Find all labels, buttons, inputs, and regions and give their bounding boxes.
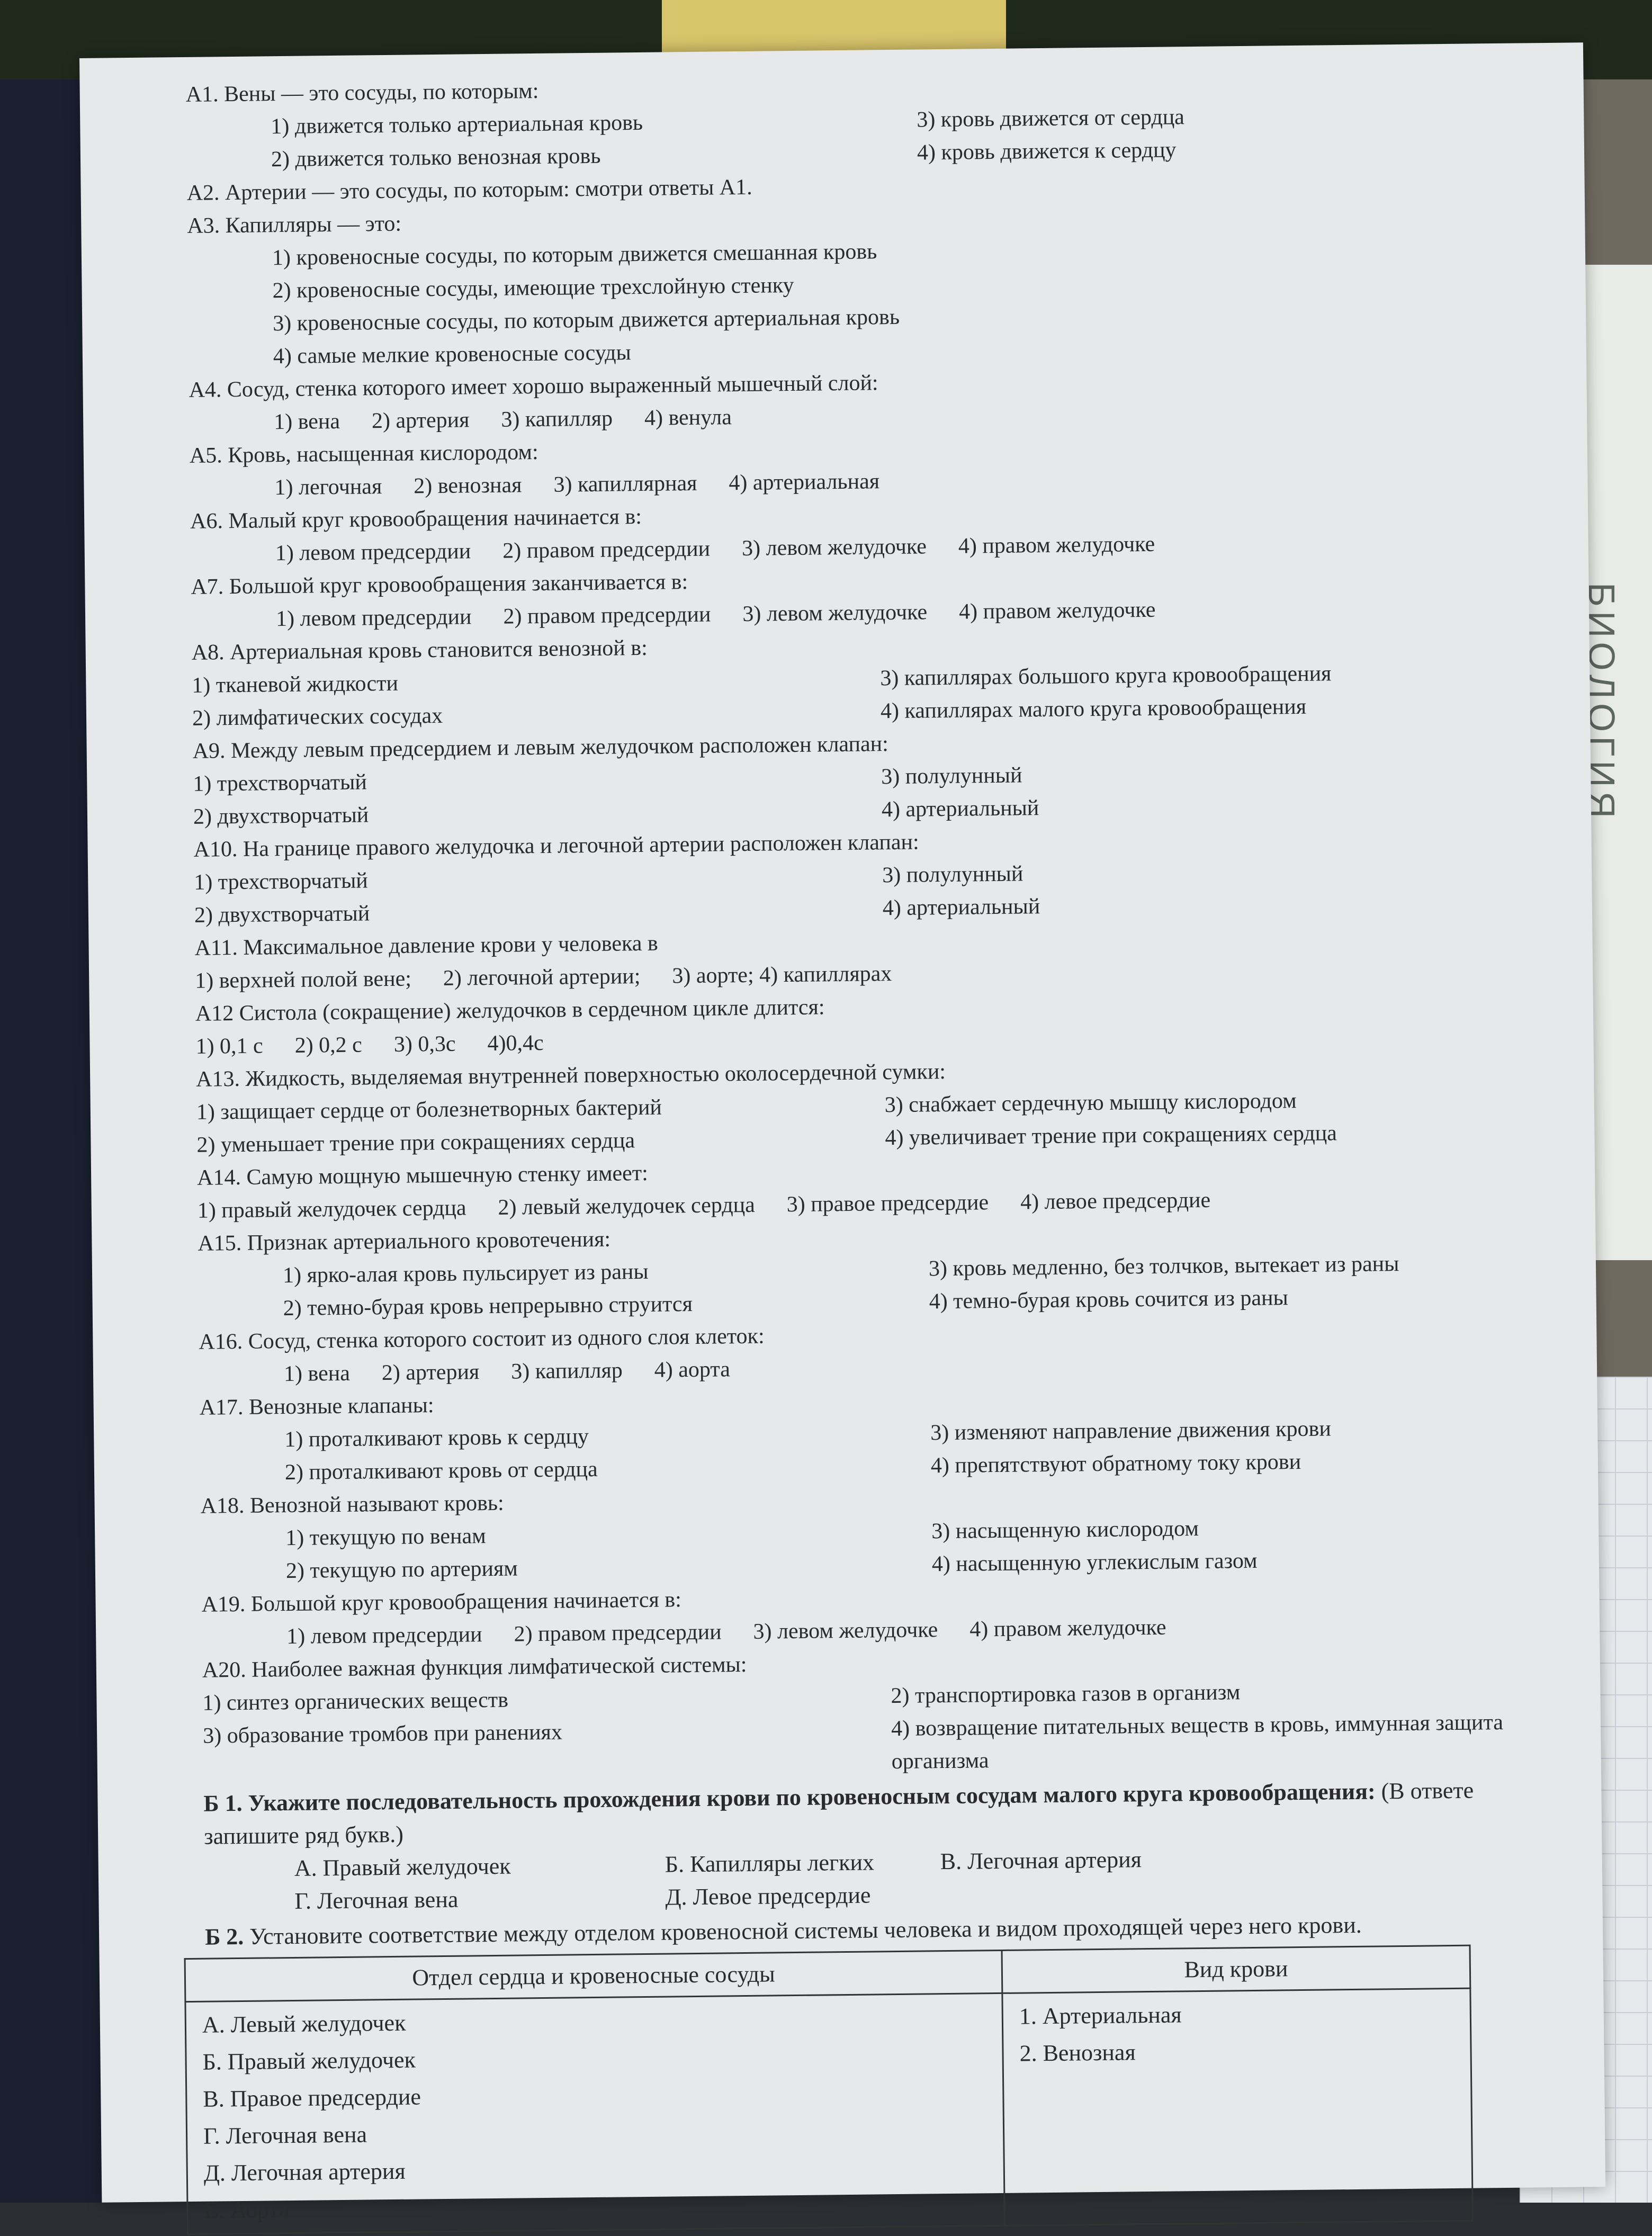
question-text: А18. Венозной называют кровь: [200,1490,504,1519]
question-text: А4. Сосуд, стенка которого имеет хорошо выраженный мышечный слой: [188,371,878,402]
answer-option: 3) изменяют направление движения крови [930,1416,1332,1445]
b1-option [940,1874,1312,1911]
answer-option: 2) двухстворчатый [193,803,369,829]
question-block [199,1377,1556,1490]
answer-option: 4) артериальная [729,469,880,496]
answer-option: 4) самые мелкие кровеносные сосуды [273,340,631,369]
question-text: А16. Сосуд, стенка которого состоит из одного слоя клеток: [199,1324,765,1354]
question-block [191,622,1548,735]
answer-option: 2) кровеносные сосуды, имеющие трехслойную стенку [272,273,794,303]
answer-options [202,1673,1559,1785]
b1-option: В. Легочная артерия [940,1846,1142,1875]
answer-option: 3) полулунный [881,763,1022,789]
question-block [187,195,1544,374]
answer-option: 1) левом предсердии [275,539,471,566]
answer-option: 3) кровь движется от сердца [917,105,1185,132]
left-item: В. Правое предсердие [203,2084,421,2112]
answer-option: 1) правый желудочек сердца [197,1196,466,1223]
b1-option: Д. Левое предсердие [665,1882,871,1910]
b1-option: Б. Капилляры легких [665,1849,875,1878]
answer-option: 2) текущую по артериям [285,1556,518,1584]
b1-title: Укажите последовательность прохождения крови по кровеносным сосудам малого круга кровообращения: [248,1778,1376,1816]
answer-option: 1) тканевой жидкости [192,671,399,698]
col-header-right: Вид крови [1002,1945,1470,1993]
answer-option: 4) препятствуют обратному току крови [930,1449,1301,1478]
question-text: А12 Систола (сокращение) желудочков в сердечном цикле длится: [195,995,825,1026]
right-item: 1. Артериальная [1019,2001,1182,2030]
answer-option: 4) капиллярах малого круга кровообращения [880,694,1307,724]
answer-option: 1) левом предсердии [286,1622,482,1649]
worksheet [79,42,1605,2223]
question-text: А3. Капилляры — это: [187,211,402,238]
b1-note: (В ответе запишите ряд букв.) [203,1777,1474,1849]
answer-option: 1) трехстворчатый [193,770,367,796]
left-column-cell [185,1993,1005,2234]
answer-option: 2) транспортировка газов в организм [891,1680,1241,1709]
left-item: Г. Легочная вена [203,2121,367,2149]
answer-option: 4) венула [644,405,732,430]
b2-label: Б 2. [204,1923,244,1950]
question-text: А10. На границе правого желудочка и легочной артерии расположен клапан: [193,830,919,862]
question-block [196,1049,1552,1162]
answer-option: 4) правом желудочке [958,532,1155,559]
answer-option: 3) снабжает сердечную мышцу кислородом [884,1089,1297,1118]
answer-option: 4) артериальный [881,796,1039,822]
answer-option: 1) текущую по венам [285,1524,486,1551]
question-text: А9. Между левым предсердием и левым желудочком расположен клапан: [192,732,889,764]
answer-option: 1) верхней полой вене; [195,966,412,993]
answer-option: 2) темно-бурая кровь непрерывно струится [283,1292,693,1321]
answer-option: 3) капиллярная [553,471,697,497]
answer-option: 3) левом желудочке [741,534,927,561]
answer-option: 2) 0,2 с [294,1032,363,1058]
questions-list [185,64,1559,1785]
answer-option: 4) артериальный [882,894,1040,921]
answer-option: 2) движется только венозная кровь [271,143,601,172]
answer-option: 1) проталкивают кровь к сердцу [284,1424,589,1452]
answer-option: 4) правом желудочке [958,597,1156,624]
answer-option: 4)0,4с [487,1030,544,1056]
answer-option: 3) кровь медленно, без толчков, вытекает из раны [928,1252,1399,1281]
question-text: А11. Максимальное давление крови у человека в [194,931,658,960]
answer-option: 1) левом предсердии [275,605,472,632]
question-text: А15. Признак артериального кровотечения: [197,1227,611,1256]
answer-option: 4) аорта [654,1357,731,1382]
b1-option: Г. Легочная вена [294,1886,459,1914]
answer-option: 2) правом предсердии [503,602,711,629]
question-text: А19. Большой круг кровообращения начинается в: [201,1587,682,1617]
left-item: Б. Правый желудочек [202,2046,416,2075]
left-item: Д. Легочная артерия [203,2158,406,2186]
answer-option: 2) левый желудочек сердца [498,1192,755,1220]
question-text: А5. Кровь, насыщенная кислородом: [189,439,538,468]
question-text: А8. Артериальная кровь становится венозной в: [191,635,648,665]
question-block [192,721,1549,833]
answer-option: 3) образование тромбов при ранениях [202,1720,563,1748]
textbook-spine-title: БИОЛОГИЯ [1581,582,1622,823]
answer-option: 3) капилляр [510,1358,623,1384]
question-text: А13. Жидкость, выделяемая внутренней поверхностью околосердечной сумки: [195,1059,946,1092]
answer-option: 2) артерия [381,1360,480,1386]
left-items [202,1998,988,2229]
worksheet-content [185,64,1564,2235]
question-text: А17. Венозные клапаны: [199,1393,434,1420]
answer-option: 4) кровь движется к сердцу [917,138,1177,165]
answer-option: 3) левом желудочке [753,1618,938,1644]
question-block [200,1476,1557,1588]
answer-option: 2) лимфатических сосудах [192,703,443,731]
answer-option: 2) венозная [414,473,522,499]
answer-option: 2) правом предсердии [514,1620,722,1647]
answer-options [187,228,1544,374]
answer-option: 4) левое предсердие [1020,1188,1211,1215]
answer-option: 2) легочной артерии; [443,964,641,991]
answer-option: 3) аорте; 4) капиллярах [672,962,892,989]
answer-option: 1) трехстворчатый [194,868,368,895]
answer-option: 3) левом желудочке [742,600,928,626]
b1-option: А. Правый желудочек [294,1853,511,1881]
right-column-cell [1002,1988,1473,2225]
answer-option: 1) 0,1 с [195,1034,263,1059]
b1-section [203,1773,1560,1919]
question-text: А6. Малый круг кровообращения начинается в: [190,504,642,534]
col-header-left: Отдел сердца и кровеносные сосуды [185,1950,1002,2001]
b1-label: Б 1. [203,1790,243,1817]
answer-option: 3) капилляр [501,406,613,432]
answer-option: 1) защищает сердце от болезнетворных бактерий [196,1095,662,1125]
question-block [202,1640,1559,1785]
question-block [197,1213,1554,1326]
left-item: А. Левый желудочек [202,2009,406,2038]
answer-option: 4) темно-бурая кровь сочится из раны [929,1286,1288,1314]
answer-option: 1) ярко-алая кровь пульсирует из раны [282,1259,649,1288]
matching-table [184,1945,1474,2235]
b2-title: Установите соответствие между отделом кровеносной системы человека и видом проходящей через него крови. [249,1911,1362,1950]
question-text: А20. Наиболее важная функция лимфатической системы: [202,1652,747,1683]
question-text: А7. Большой круг кровообращения заканчивается в: [191,570,688,599]
answer-option: 1) синтез органических веществ [202,1687,509,1716]
b2-section [202,1907,1564,2235]
question-text: А14. Самую мощную мышечную стенку имеет: [196,1161,649,1190]
matching-table-body [185,1988,1473,2234]
answer-option: 3) правое предсердие [786,1190,989,1217]
answer-option: 1) вена [283,1361,351,1387]
answer-option: 1) легочная [274,474,382,500]
question-block [193,819,1550,932]
answer-option: 4) насыщенную углекислым газом [931,1548,1258,1577]
answer-option: 2) уменьшает трение при сокращениях сердца [196,1128,635,1157]
answer-option: 4) правом желудочке [969,1615,1166,1642]
answer-option: 1) кровеносные сосуды, по которым движется смешанная кровь [272,239,877,271]
answer-option: 3) насыщенную кислородом [931,1516,1199,1544]
question-text: А1. Вены — это сосуды, по которым: [185,78,539,107]
question-block [185,64,1542,177]
answer-option: 3) полулунный [882,861,1023,888]
left-item: Е. Аорта [204,2196,290,2223]
right-items [1019,1993,1454,2072]
question-text: А2. Артерии — это сосуды, по которым: смотри ответы А1. [186,175,752,205]
answer-option: 1) вена [273,409,340,435]
answer-option: 4) возвращение питательных веществ в кровь, иммунная защита организма [891,1710,1504,1774]
right-item: 2. Венозная [1019,2039,1136,2067]
answer-option: 2) правом предсердии [502,536,711,563]
answer-option: 1) движется только артериальная кровь [271,110,643,139]
answer-option: 2) двухстворчатый [194,901,370,928]
answer-option: 3) 0,3с [393,1031,456,1057]
answer-option: 2) проталкивают кровь от сердца [284,1457,598,1485]
answer-option: 3) кровеносные сосуды, по которым движется артериальная кровь [273,304,900,336]
answer-option: 2) артерия [371,408,470,434]
answer-option: 4) увеличивает трение при сокращениях сердца [885,1121,1337,1151]
answer-option: 3) капиллярах большого круга кровообращения [880,661,1332,691]
b1-options [204,1839,1560,1919]
